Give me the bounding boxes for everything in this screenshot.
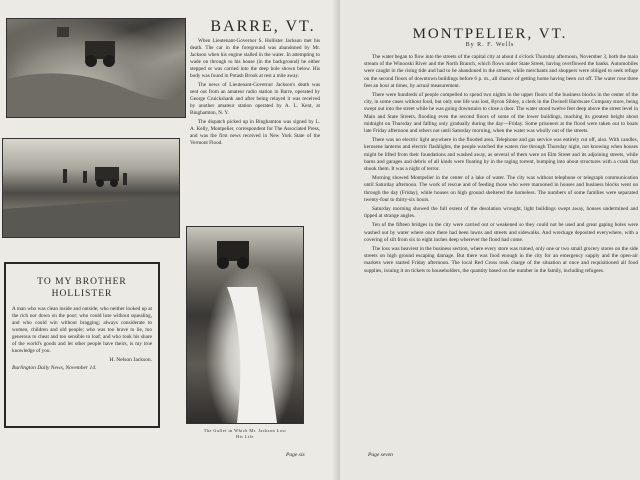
barre-article: [190, 38, 320, 149]
gullet-illustration: [187, 227, 303, 423]
poem-title-line: HOLLISTER: [51, 289, 113, 299]
barre-heading: BARRE, VT.: [210, 18, 316, 35]
montpelier-article: [364, 54, 638, 277]
gullet-caption: [176, 428, 314, 440]
montpelier-paragraph: The loss was heaviest in the business section, where every store was ruined, only one or two small grocery stores on the side streets on high ground escaping damage. But there was food enough in the city for an emergency supply and the open-air markets were started Friday afternoon. The local Red Cross took charge of the situation at once and requisitioned all food supplies, issuing it on tickets to householders, the quantity based on the number in the family, including refugees.: [364, 246, 638, 274]
poem-text: A man who was clean inside and outside; who neither looked up at the rich nor down on the poor; who could lose without squealing, and who could win without bragging; always considerate to women, children and old people; who was too brave to lie, too generous to cheat and too sensible to loaf; and who took his share of the world's goods and let other people have theirs, is my true knowledge of you.: [12, 306, 152, 354]
caption-line: The Gullet in Which Mr. Jackson Lost: [203, 428, 287, 433]
caption-line: His Life: [236, 434, 254, 439]
flood-car-photo: [6, 18, 186, 118]
gullet-photo: [186, 226, 304, 424]
roadside-crowd-photo: [2, 138, 180, 238]
montpelier-paragraph: Ten of the fifteen bridges in the city were carried out or weakened so they could not be used and great gaping holes were washed out by water where once there had been lawns and streets and sidewalks. And wreckage deposited everywhere, with a covering of silt from six to eight inches deep wherever the flood had come.: [364, 222, 638, 243]
montpelier-paragraph: There were hundreds of people compelled to spend two nights in the upper floors of the business blocks in the center of the city, in some cases without food, but only one life was lost, Byron Sibley, a clerk in the Dwinell Hardware Company store, being swept out into the street while he was going downstairs to close a door. The water stood twelve feet deep above the street level in Main and State Streets, flooding even the second floors of some of the lower buildings, reaching its greatest height about midnight on Thursday and falling only gradually during the day—Friday. Some prisoners at the flood were taken out to boats late Friday afternoon and others not until Saturday morning, when the water was wholly out of the streets.: [364, 92, 638, 135]
montpelier-paragraph: The water began to flow into the streets of the capital city at about 4 o'clock Thursday afternoon, November 3, both the main stream of the Winooski River and the North Branch, which flows under State Street, having overflowed the banks. Automobiles were caught in the rising tide and had to be abandoned in the streets, while merchants and shoppers were obliged to seek refuge on the second floors of downtown buildings before 6 p. m., all chance of getting home having been cut off. The water rose three feet an hour at times, by actual measurement.: [364, 54, 638, 89]
left-folio: Page six: [286, 452, 305, 458]
montpelier-heading: MONTPELIER, VT.: [412, 26, 568, 42]
montpelier-paragraph: Morning showed Montpelier in the center of a lake of water. The city was without telephone or telegraph communication until Saturday afternoon. The work of rescue and of feeding those who were marooned in houses and business blocks went on through the day (Friday), while houses on high ground sheltered the homeless. The numbers of some families were separated twenty-four to thirty-six hours.: [364, 175, 638, 203]
poem-title: [12, 276, 152, 300]
flood-car-illustration: [7, 19, 185, 117]
montpelier-paragraph: There was no electric light anywhere in the flooded area. Telephone and gas service was entirely cut off, also. With candles, kerosene lanterns and electric flashlights, the people watched the waters rise through Thursday night, not knowing when houses might be lifted from their foundations and washed away, as several of them were on Elm Street and its adjoining streets, while barns and garages and debris of all kinds were floating by in the raging torrent, bumping into about structures with a crash that shook them. It was a night of terror.: [364, 137, 638, 173]
memorial-poem-box: [4, 262, 160, 428]
montpelier-byline: By R. F. Wells: [465, 42, 515, 48]
poem-source: Burlington Daily News, November 14.: [12, 365, 97, 371]
barre-paragraph: The dispatch picked up in Binghamton was signed by L. A. Kelly, Montpelier, correspondent for The Associated Press, and was the first news received in New York State of the Vermont Flood.: [190, 119, 320, 146]
poem-signature: H. Nelson Jackson.: [109, 357, 152, 363]
montpelier-paragraph: Saturday morning showed the full extent of the desolation wrought, light buildings swept away, houses undermined and tipped at strange angles.: [364, 206, 638, 220]
right-folio: Page seven: [368, 452, 393, 458]
barre-paragraph: When Lieutenant-Governor S. Hollister Jackson met his death. The car in the foreground was abandoned by Mr. Jackson when his engine stalled in the water. In attempting to wade on through to his house (in the background) he either stepped or was carried into the deep hole shown below. His body was found in Potash Brook at rest a mile away.: [190, 38, 320, 79]
barre-paragraph: The news of Lieutenant-Governor Jackson's death was sent out from an amateur radio station in Barre, operated by George Cruickshank and after being relayed it was received by another amateur station operated by A. L. Kent, at Binghamton, N. Y.: [190, 82, 320, 116]
poem-title-line: TO MY BROTHER: [37, 277, 127, 287]
crowd-illustration: [3, 139, 179, 237]
